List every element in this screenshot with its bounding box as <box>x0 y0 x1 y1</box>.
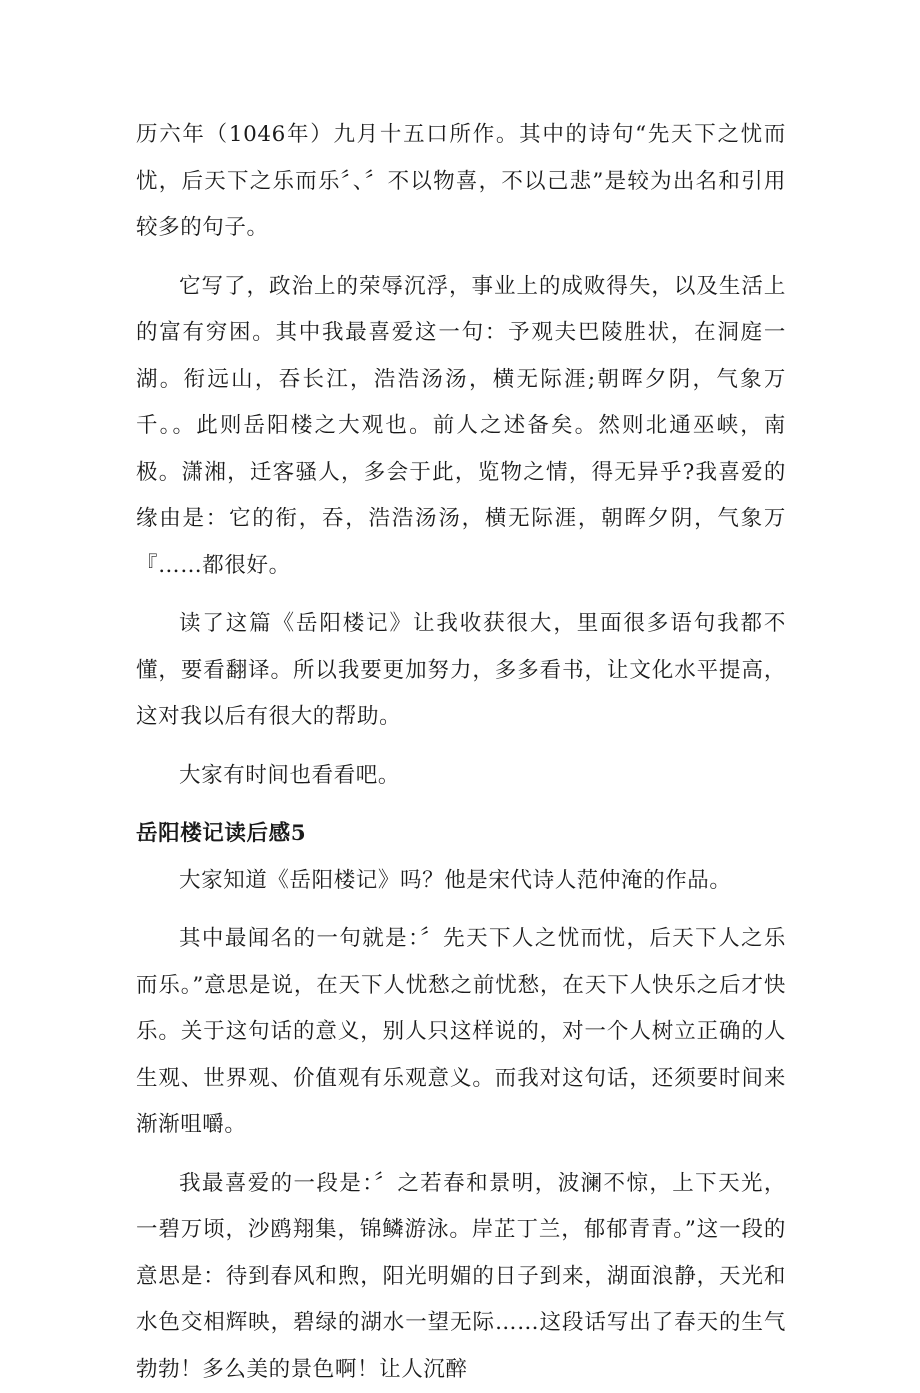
paragraph-author-intro: 大家知道《岳阳楼记》吗？他是宋代诗人范仲淹的作品。 <box>136 858 786 905</box>
paragraph-famous-quote: 其中最闻名的一句就是：〞先天下人之忧而忧，后天下人之乐而乐。”意思是说，在天下人忧愁之前忧愁，在天下人快乐之后才快乐。关于这句话的意义，别人只这样说的，对一个人树立正确的人生观、世界观、价值观有乐观意义。而我对这句话，还须要时间来渐渐咀嚼。 <box>136 916 786 1149</box>
paragraph-reflection: 读了这篇《岳阳楼记》让我收获很大，里面很多语句我都不懂，要看翻译。所以我要更加努力，多多看书，让文化水平提高，这对我以后有很大的帮助。 <box>136 601 786 741</box>
paragraph-intro-continued: 历六年（1046年）九月十五口所作。其中的诗句“先天下之忧而忧，后天下之乐而乐〞、〞不以物喜，不以己悲”是较为出名和引用较多的句子。 <box>136 112 786 252</box>
paragraph-recommendation: 大家有时间也看看吧。 <box>136 753 786 800</box>
paragraph-spring-scene: 我最喜爱的一段是：〞之若春和景明，波澜不惊，上下天光，一碧万顷，沙鸥翔集，锦鳞游泳。岸芷丁兰，郁郁青青。”这一段的意思是：待到春风和煦，阳光明媚的日子到来，湖面浪静，天光和水色交相辉映，碧绿的湖水一望无际……这段话写出了春天的生气勃勃！多么美的景色啊！让人沉醉 <box>136 1161 786 1393</box>
document-body <box>136 112 786 1393</box>
section-heading: 岳阳楼记读后感5 <box>136 811 786 858</box>
paragraph-favorite-passage: 它写了，政治上的荣辱沉浮，事业上的成败得失，以及生活上的富有穷困。其中我最喜爱这一句：予观夫巴陵胜状，在洞庭一湖。衔远山，吞长江，浩浩汤汤，横无际涯;朝晖夕阴，气象万千。。此则岳阳楼之大观也。前人之述备矣。然则北通巫峡，南极。潇湘，迁客骚人，多会于此，览物之情，得无异乎?我喜爱的缘由是：它的衔，吞，浩浩汤汤，横无际涯，朝晖夕阴，气象万『……都很好。 <box>136 264 786 590</box>
